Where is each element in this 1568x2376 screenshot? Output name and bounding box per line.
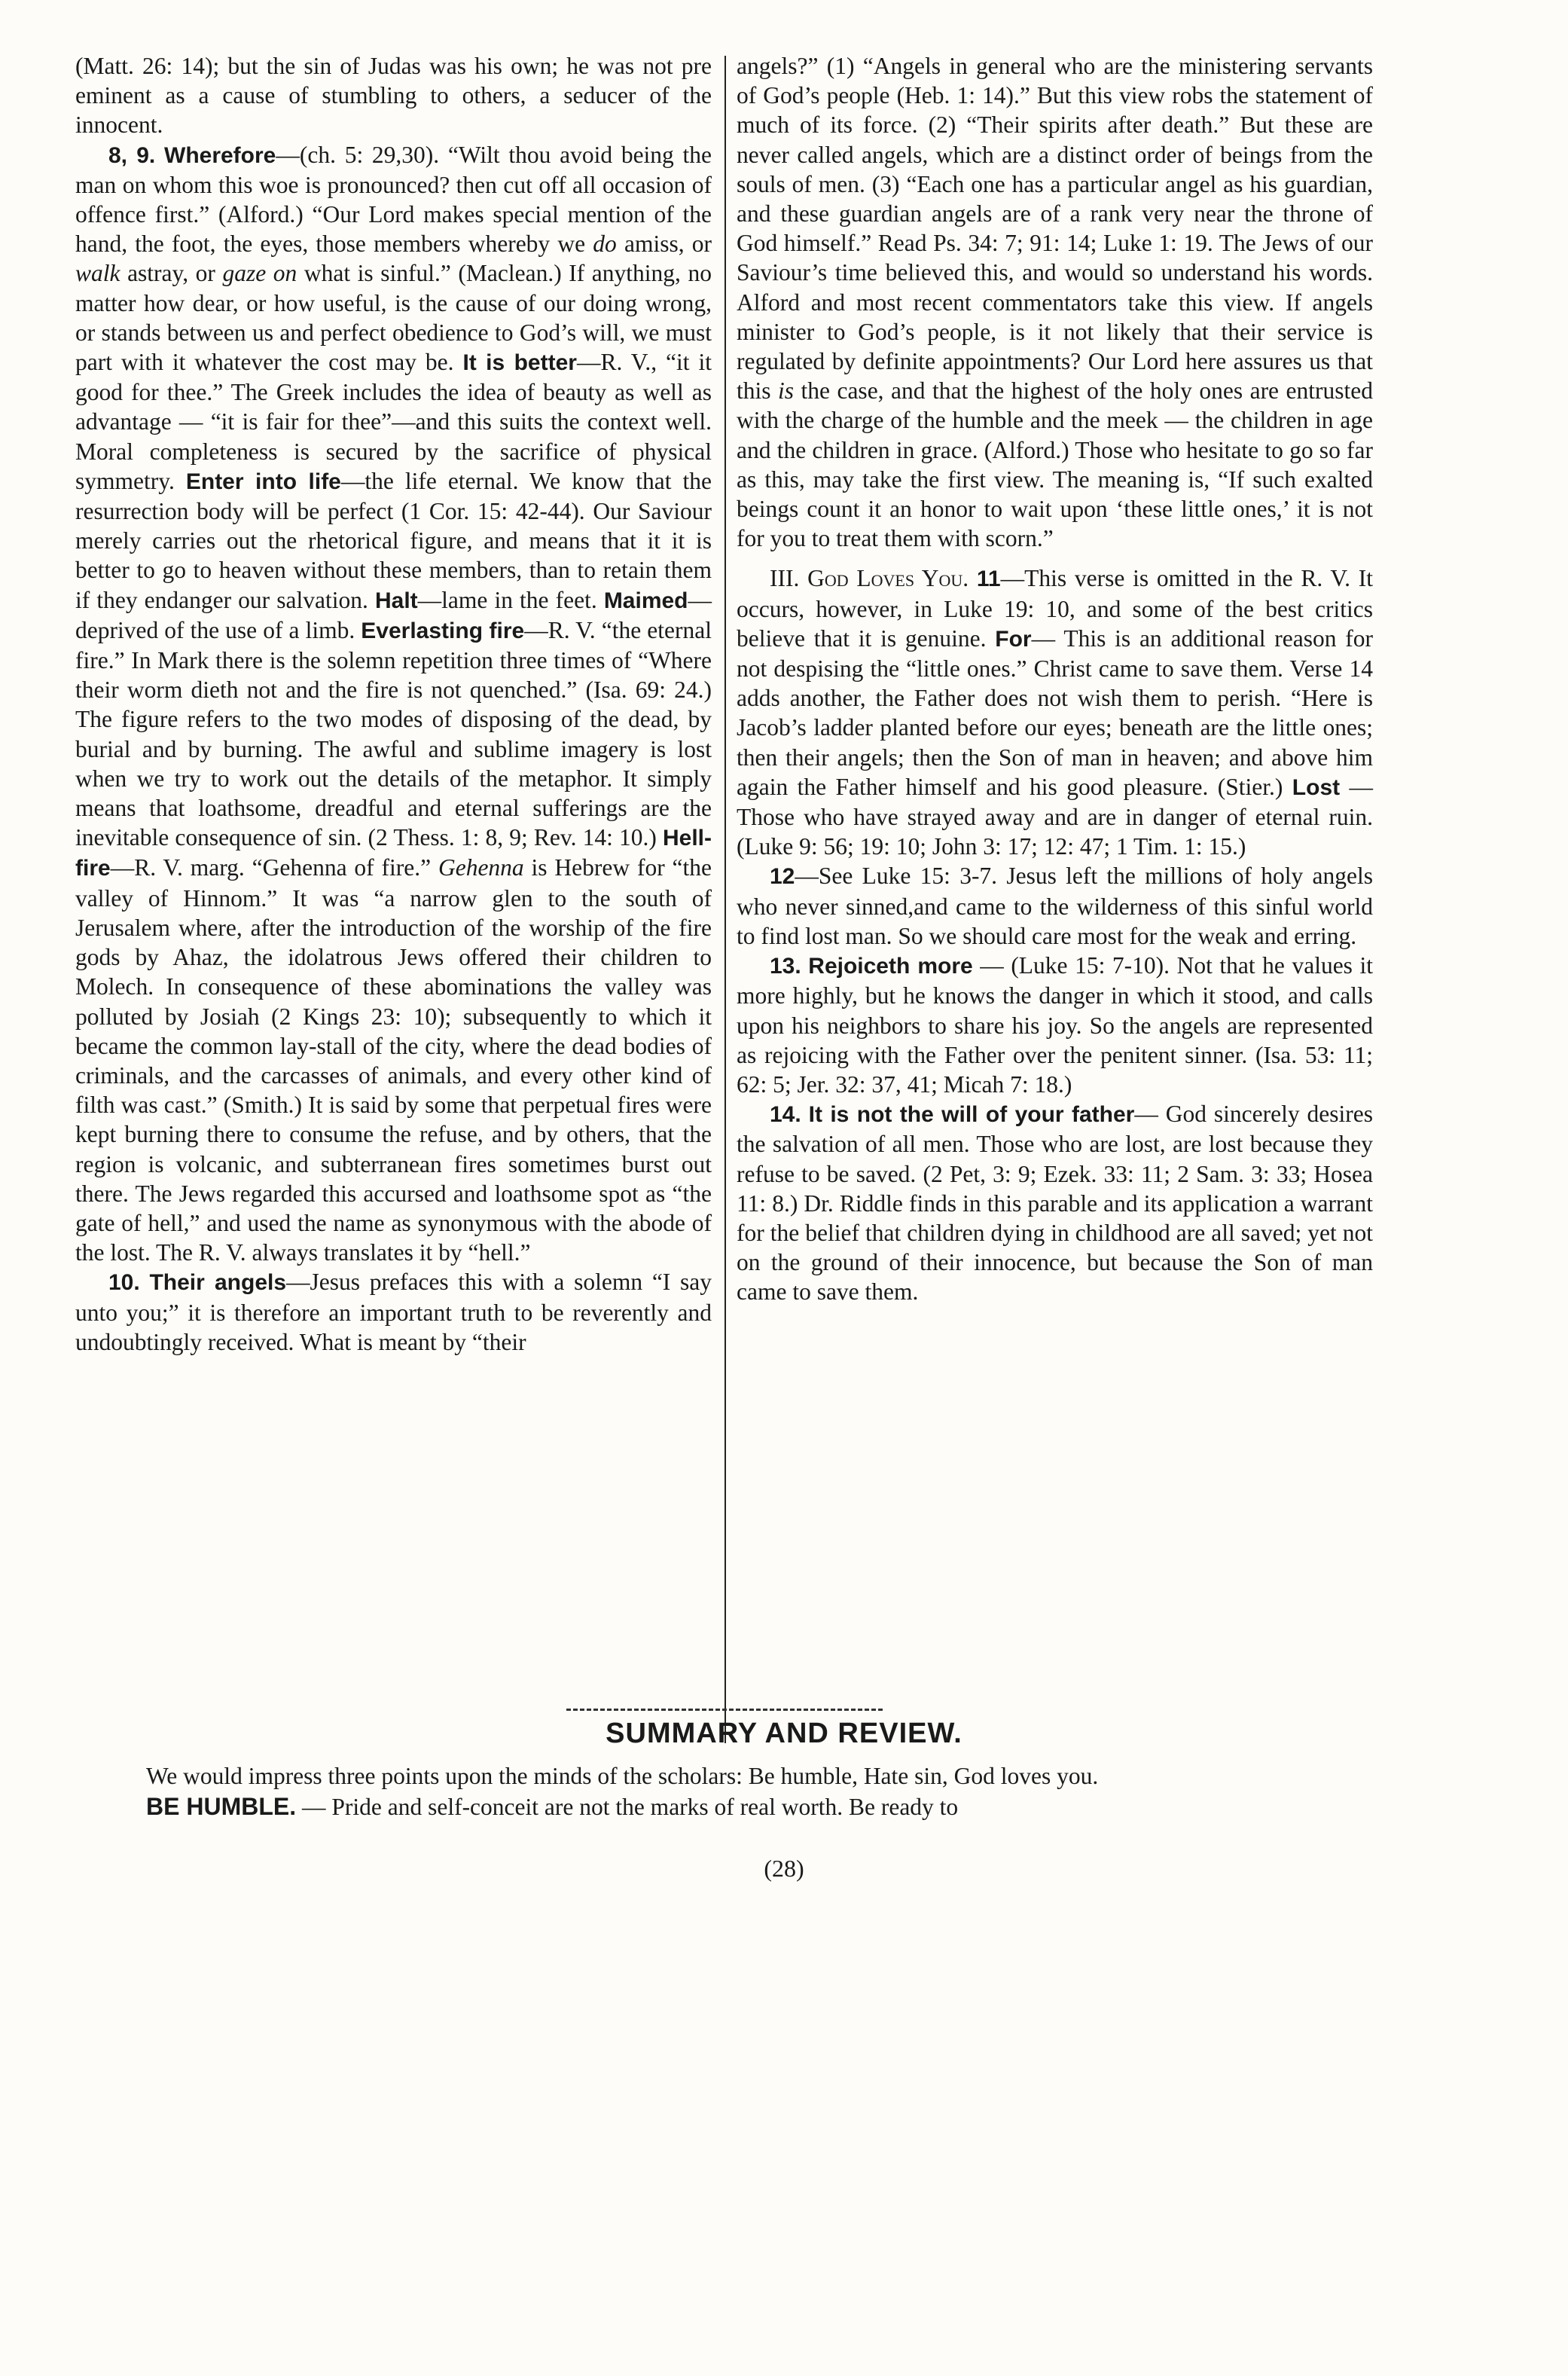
italic-text: walk [75,260,120,287]
verse-number: 11 [976,567,1001,592]
text: —Jesus prefaces this with a solemn “I say unto you;” it is therefore an important truth to be reverently and undoubtingly received. What is meant by “their [75,1269,712,1355]
verse-number: 10. [108,1270,140,1296]
paragraph [737,51,1373,553]
text: —R. V. marg. “Gehenna of fire.” [110,854,438,881]
italic-text: gaze on [222,260,297,287]
summary-heading: SUMMARY AND REVIEW. [606,1718,962,1749]
text: —See Luke 15: 3-7. Jesus left the millions of holy angels who never sinned,and came to the wilderness of this sinful world to find lost man. So we should care most for the weak and erring. [737,863,1373,949]
term: It is not the will of your father [808,1102,1135,1128]
term: Maimed [603,588,688,613]
text: angels?” (1) “Angels in general who are the ministering servants of God’s people (Heb. 1: 14).” But this view robs the statement of much of its force. (2) “Their spirits after death.” But these are never called angels, which are a distinct order of beings from the souls of men. (3) “Each one has a particular angel as his guardian, and these guardian angels are of a rank very near the throne of God himself.” Read Ps. 34: 7; 91: 14; Luke 1: 19. The Jews of our Saviour’s time believed this, and would so understand his words. Alford and most recent commentators take this view. If angels minister to God’s people, is it not likely that their service is regulated by definite appointments? Our Lord here assures us that this [737,53,1373,405]
text: — Those who have strayed away and are in danger of eternal ruin. (Luke 9: 56; 19: 10; John 3: 17; 12: 47; 1 Tim. 1: 15.) [737,773,1374,860]
term: Hell-fire [75,826,712,881]
paragraph-verse-14 [737,1099,1373,1306]
right-column [737,51,1373,1307]
term: Their angels [149,1270,287,1296]
text: — (Luke 15: 7-10). Not that he values it more highly, but he knows the danger in which it stood, and calls upon his neighbors to share his joy. So the angels are represented as rejoicing with the Father over the penitent sinner. (Isa. 53: 11; 62: 5; Jer. 32: 37, 41; Micah 7: 18.) [737,952,1374,1098]
term: Halt [374,588,418,613]
text: —This verse is omitted in the R. V. It occurs, however, in Luke 19: 10, and some of the best critics believe that it is genuine. [737,565,1373,652]
be-humble-paragraph [113,1791,1378,1822]
term: Everlasting fire [361,618,525,643]
italic-text: do [593,231,617,258]
verse-number: 12 [770,864,795,890]
page-number: (28) [764,1855,804,1882]
section-numeral: III. [770,565,800,592]
text: is Hebrew for “the valley of Hinnom.” It was “a narrow glen to the south of Jerusalem where, after the introduction of the worship of the fire gods by Ahaz, the idolatrous Jews offered their children to Molech. In consequence of these abominations the valley was polluted by Josiah (2 Kings 23: 10); subsequently to which it became the common lay-stall of the city, where the dead bodies of criminals, and the carcasses of animals, and every other kind of filth was cast.” (Smith.) It is said by some that perpetual fires were kept burning there to consume the refuse, and by others, that the region is volcanic, and subterranean fires sometimes burst out there. The Jews regarded this accursed and loathsome spot as “the gate of hell,” and used the name as synonymous with the abode of the lost. The R. V. always translates it by “hell.” [75,854,712,1266]
term: For [995,626,1032,652]
text: —R. V., “it it good for thee.” The Greek includes the idea of beauty as well as advantage — “it is fair for thee”—and this suits the context well. Moral completeness is secured by the sacrifice of physical symmetry. [75,349,712,494]
summary-intro: We would impress three points upon the minds of the scholars: Be humble, Hate sin, God loves you. [146,1763,1099,1789]
italic-text: is [778,377,795,405]
text: —R. V. “the eternal fire.” In Mark there is the solemn repetition three times of “Where their worm dieth not and the fire is not quenched.” (Isa. 69: 24.) The figure refers to the two modes of disposing of the dead, by burial and by burning. The awful and sublime imagery is lost when we try to work out the details of the metaphor. It simply means that loathsome, dreadful and eternal sufferings are the inevitable consequence of sin. (2 Thess. 1: 8, 9; Rev. 14: 10.) [75,616,712,851]
text: —(ch. 5: 29,30). “Wilt thou avoid being the man on whom this woe is pronounced? then cut off all occasion of offence first.” (Alford.) “Our Lord makes special mention of the hand, the foot, the eyes, those members whereby we [75,141,712,258]
section-divider [566,1709,883,1711]
text: — Pride and self-conceit are not the marks of real worth. Be ready to [296,1794,959,1820]
term: Enter into life [185,469,341,494]
verse-number: 14. [770,1102,801,1128]
text: — This is an additional reason for not despising the “little ones.” Christ came to save them. Verse 14 adds another, the Father does not wish them to perish. “Here is Jacob’s ladder planted before our eyes; beneath are the little ones; then their angels; then the Son of man in heaven; and above him again the Father himself and his good pleasure. (Stier.) [737,625,1373,800]
verse-number: 8, 9. [108,142,156,168]
text: amiss, or [616,231,712,258]
verse-number: 13. [770,954,801,979]
paragraph-verse-8-9 [75,140,712,1268]
summary-body [113,1761,1378,1822]
italic-text: Gehenna [438,854,524,881]
term: Wherefore [164,142,276,168]
term: Lost [1292,774,1341,800]
be-humble-label: BE HUMBLE. [146,1793,297,1820]
paragraph-section-iii [737,563,1373,861]
two-column-text [75,51,1378,1724]
column-divider [725,56,726,1743]
paragraph-verse-13 [737,951,1373,1099]
term: It is better [462,350,577,376]
text: —deprived of the use of a limb. [75,586,712,643]
left-column [75,51,712,1357]
paragraph-verse-12 [737,861,1373,951]
paragraph-verse-10 [75,1267,712,1357]
text: astray, or [120,260,223,287]
text: —the life eternal. We know that the resurrection body will be perfect (1 Cor. 15: 42-44). Our Saviour merely carries out the rhetorical figure, and means that it it is better to go to heaven without these members, than to retain them if they endanger our salvation. [75,467,712,613]
text: —lame in the feet. [417,586,604,613]
term: Rejoiceth more [808,954,973,979]
text: — God sincerely desires the salvation of all men. Those who are lost, are lost because they refuse to be saved. (2 Pet, 3: 9; Ezek. 33: 11; 2 Sam. 3: 33; Hosea 11: 8.) Dr. Riddle finds in this parable and its application a warrant for the belief that children dying in childhood are all saved; yet not on the ground of their innocence, but because the Son of man came to save them. [737,1101,1373,1306]
paragraph: (Matt. 26: 14); but the sin of Judas was his own; he was not pre eminent as a cause of stumbling to others, a seducer of the innocent. [75,53,712,139]
section-heading: God Loves You. [807,565,969,592]
text: what is sinful.” (Maclean.) If anything, no matter how dear, or how useful, is the cause of our doing wrong, or stands between us and perfect obedience to God’s will, we must part with it whatever the cost may be. [75,260,712,376]
text: the case, and that the highest of the holy ones are entrusted with the charge of the humble and the meek — the children in age and the children in grace. (Alford.) Those who hesitate to go so far as this, may take the first view. The meaning is, “If such exalted beings count it an honor to wait upon ‘these little ones,’ it is not for you to treat them with scorn.” [737,377,1373,552]
